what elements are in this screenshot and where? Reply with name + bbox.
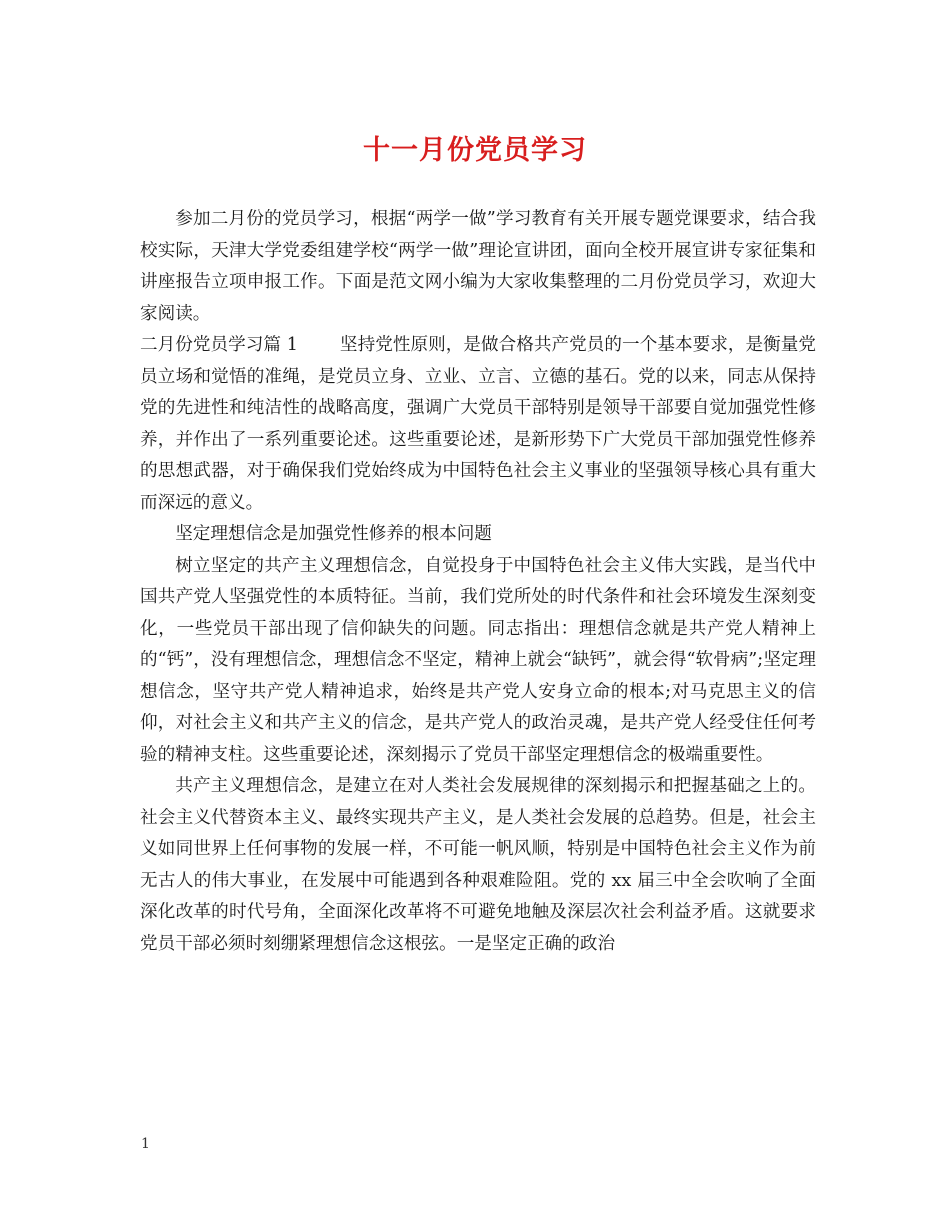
paragraph-subheading: 坚定理想信念是加强党性修养的根本问题 <box>175 524 492 544</box>
paragraph-ideals: 树立坚定的共产主义理想信念，自觉投身于中国特色社会主义伟大实践，是当代中国共产党人坚强党性的本质特征。当前，我们党所处的时代条件和社会环境发生深刻变化，一些党员干部出现了信仰缺失的问题。同志指出：理想信念就是共产党人精神上的“钙”，没有理想信念，理想信念不坚定，精神上就会“缺钙”，就会得“软骨病”;坚定理想信念，坚守共产党人精神追求，始终是共产党人安身立命的根本;对马克思主义的信仰，对社会主义和共产主义的信念，是共产党人的政治灵魂，是共产党人经受住任何考验的精神支柱。这些重要论述，深刻揭示了党员干部坚定理想信念的极端重要性。 <box>140 555 816 765</box>
document-title: 十一月份党员学习 <box>363 135 587 166</box>
section-label: 二月份党员学习篇 1 <box>140 335 298 355</box>
paragraph-communism: 共产主义理想信念，是建立在对人类社会发展规律的深刻揭示和把握基础之上的。社会主义代替资本主义、最终实现共产主义，是人类社会发展的总趋势。但是，社会主义如同世界上任何事物的发展一样，不可能一帆风顺，特别是中国特色社会主义作为前无古人的伟大事业，在发展中可能遇到各种艰难险阻。党的 xx 届三中全会吹响了全面深化改革的时代号角，全面深化改革将不可避免地触及深层次社会利益矛盾。这就要求党员干部必须时刻绷紧理想信念这根弦。一是坚定正确的政治 <box>140 776 816 954</box>
paragraph-section-1 <box>140 330 816 519</box>
paragraph-intro: 参加二月份的党员学习，根据“两学一做”学习教育有关开展专题党课要求，结合我校实际，天津大学党委组建学校“两学一做”理论宣讲团，面向全校开展宣讲专家征集和讲座报告立项申报工作。下面是范文网小编为大家收集整理的二月份党员学习，欢迎大家阅读。 <box>140 209 816 324</box>
page-number: 1 <box>141 1136 150 1152</box>
document-body <box>140 204 816 960</box>
section-1-text: 坚持党性原则，是做合格共产党员的一个基本要求，是衡量党员立场和觉悟的准绳，是党员立身、立业、立言、立德的基石。党的以来，同志从保持党的先进性和纯洁性的战略高度，强调广大党员干部特别是领导干部要自觉加强党性修养，并作出了一系列重要论述。这些重要论述，是新形势下广大党员干部加强党性修养的思想武器，对于确保我们党始终成为中国特色社会主义事业的坚强领导核心具有重大而深远的意义。 <box>140 335 816 513</box>
